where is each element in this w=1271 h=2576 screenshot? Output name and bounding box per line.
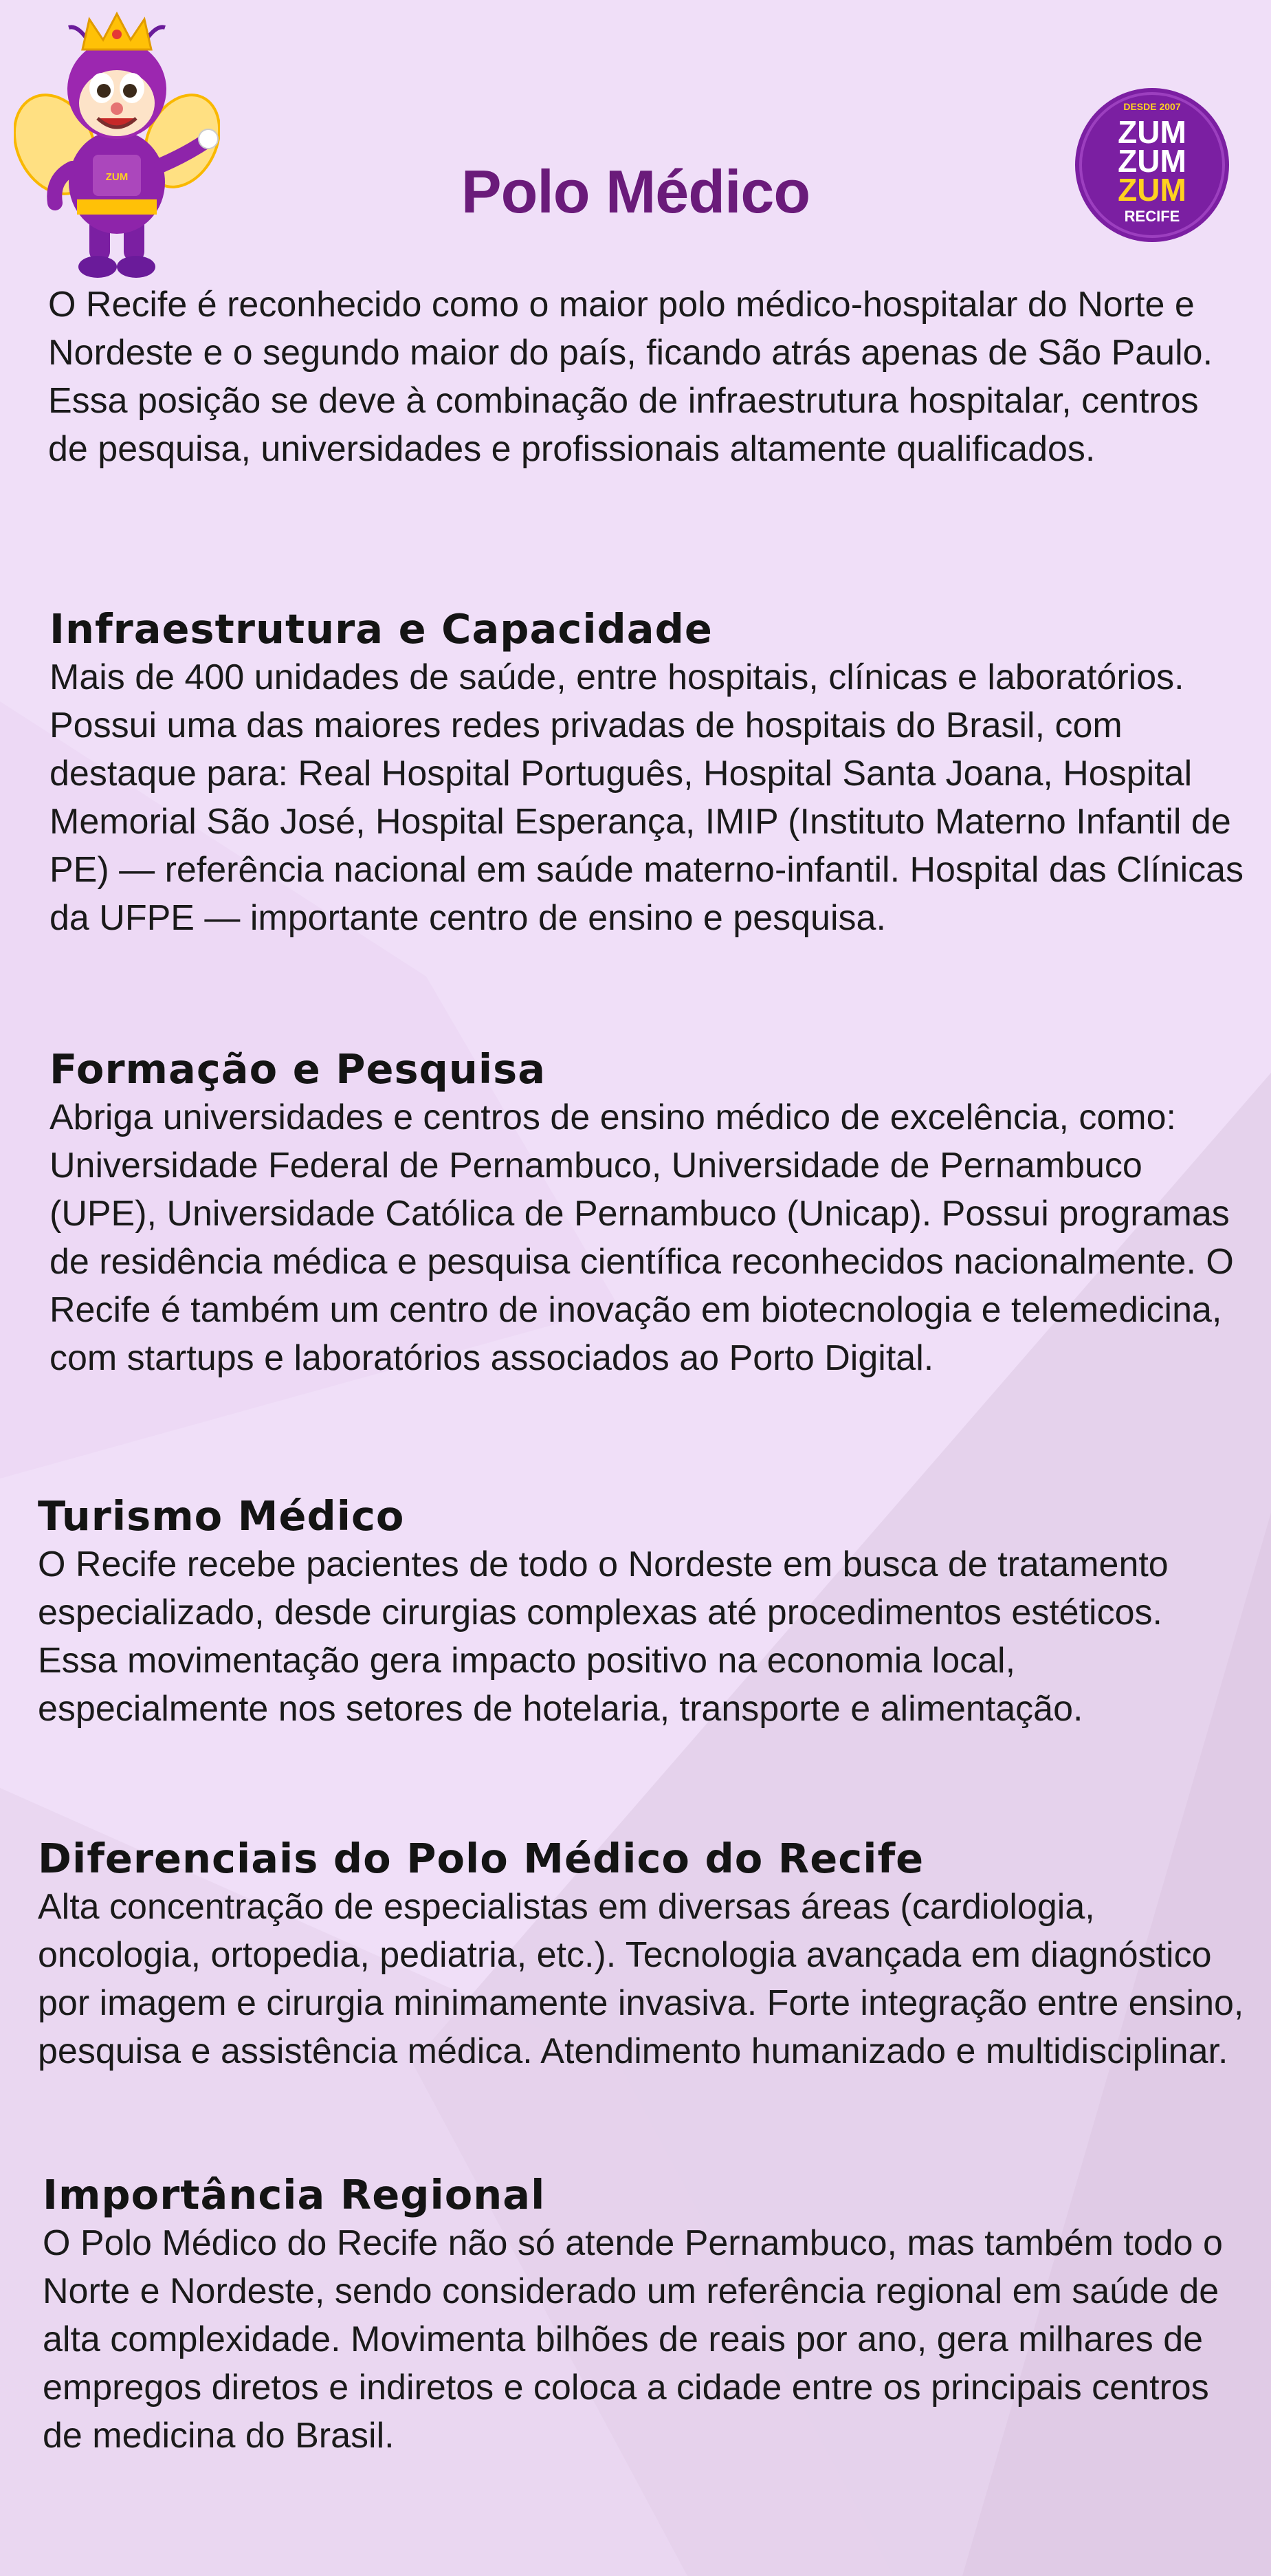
badge-since-text: DESDE 2007 <box>1123 101 1181 112</box>
section-body: O Polo Médico do Recife não só atende Pernambuco, mas também todo o Norte e Nordeste, sendo considerado um referência regional em saúde de alta complexidade. Movimenta bilhões de reais por ano, gera milhares de empregos diretos e indiretos e coloca a cidade entre os principais centros de medicina do Brasil. <box>43 2223 1223 2456</box>
section-formacao <box>49 1045 1259 1382</box>
section-heading: Turismo Médico <box>38 1492 405 1540</box>
section-heading: Diferenciais do Polo Médico do Recife <box>38 1835 925 1882</box>
section-infraestrutura <box>49 605 1259 942</box>
intro-paragraph: O Recife é reconhecido como o maior polo médico-hospitalar do Norte e Nordeste e o segundo maior do país, ficando atrás apenas de São Paulo. Essa posição se deve à combinação de infraestrutura hospitalar, centros de pesquisa, universidades e profissionais altamente qualificados. <box>48 285 1213 469</box>
section-heading: Infraestrutura e Capacidade <box>49 605 713 653</box>
page-title: Polo Médico <box>461 157 810 226</box>
section-heading: Formação e Pesquisa <box>49 1045 546 1093</box>
bee-mascot-icon <box>14 7 220 282</box>
section-body: Mais de 400 unidades de saúde, entre hospitais, clínicas e laboratórios. Possui uma das maiores redes privadas de hospitais do Brasil, com destaque para: Real Hospital Português, Hospital Santa Joana, Hospital Memorial São José, Hospital Esperança, IMIP (Instituto Materno Infantil de PE) — referência nacional em saúde materno-infantil. Hospital das Clínicas da UFPE — importante centro de ensino e pesquisa. <box>49 657 1244 938</box>
section-body: Alta concentração de especialistas em diversas áreas (cardiologia, oncologia, ortopedia, pediatria, etc.). Tecnologia avançada em diagnóstico por imagem e cirurgia minimamente invasiva. Forte integração entre ensino, pesquisa e assistência médica. Atendimento humanizado e multidisciplinar. <box>38 1887 1244 2071</box>
badge-city-text: RECIFE <box>1124 208 1180 225</box>
section-body: Abriga universidades e centros de ensino médico de excelência, como: Universidade Federal de Pernambuco, Universidade de Pernambuco (UPE), Universidade Católica de Pernambuco (Unicap). Possui programas de residência médica e pesquisa científica reconhecidos nacionalmente. O Recife é também um centro de inovação em biotecnologia e telemedicina, com startups e laboratórios associados ao Porto Digital. <box>49 1098 1234 1378</box>
badge-line2-text: ZUM <box>1118 143 1186 179</box>
section-turismo <box>38 1492 1248 1733</box>
section-diferenciais <box>38 1835 1248 2075</box>
badge-line1-text: ZUM <box>1118 114 1186 150</box>
badge-line3-text: ZUM <box>1118 172 1186 208</box>
section-body: O Recife recebe pacientes de todo o Nordeste em busca de tratamento especializado, desde cirurgias complexas até procedimentos estéticos. Essa movimentação gera impacto positivo na economia local, especialmente nos setores de hotelaria, transporte e alimentação. <box>38 1544 1169 1729</box>
section-heading: Importância Regional <box>43 2171 546 2218</box>
mascot-shirt-text: ZUM <box>105 171 129 183</box>
section-importancia <box>43 2171 1252 2460</box>
